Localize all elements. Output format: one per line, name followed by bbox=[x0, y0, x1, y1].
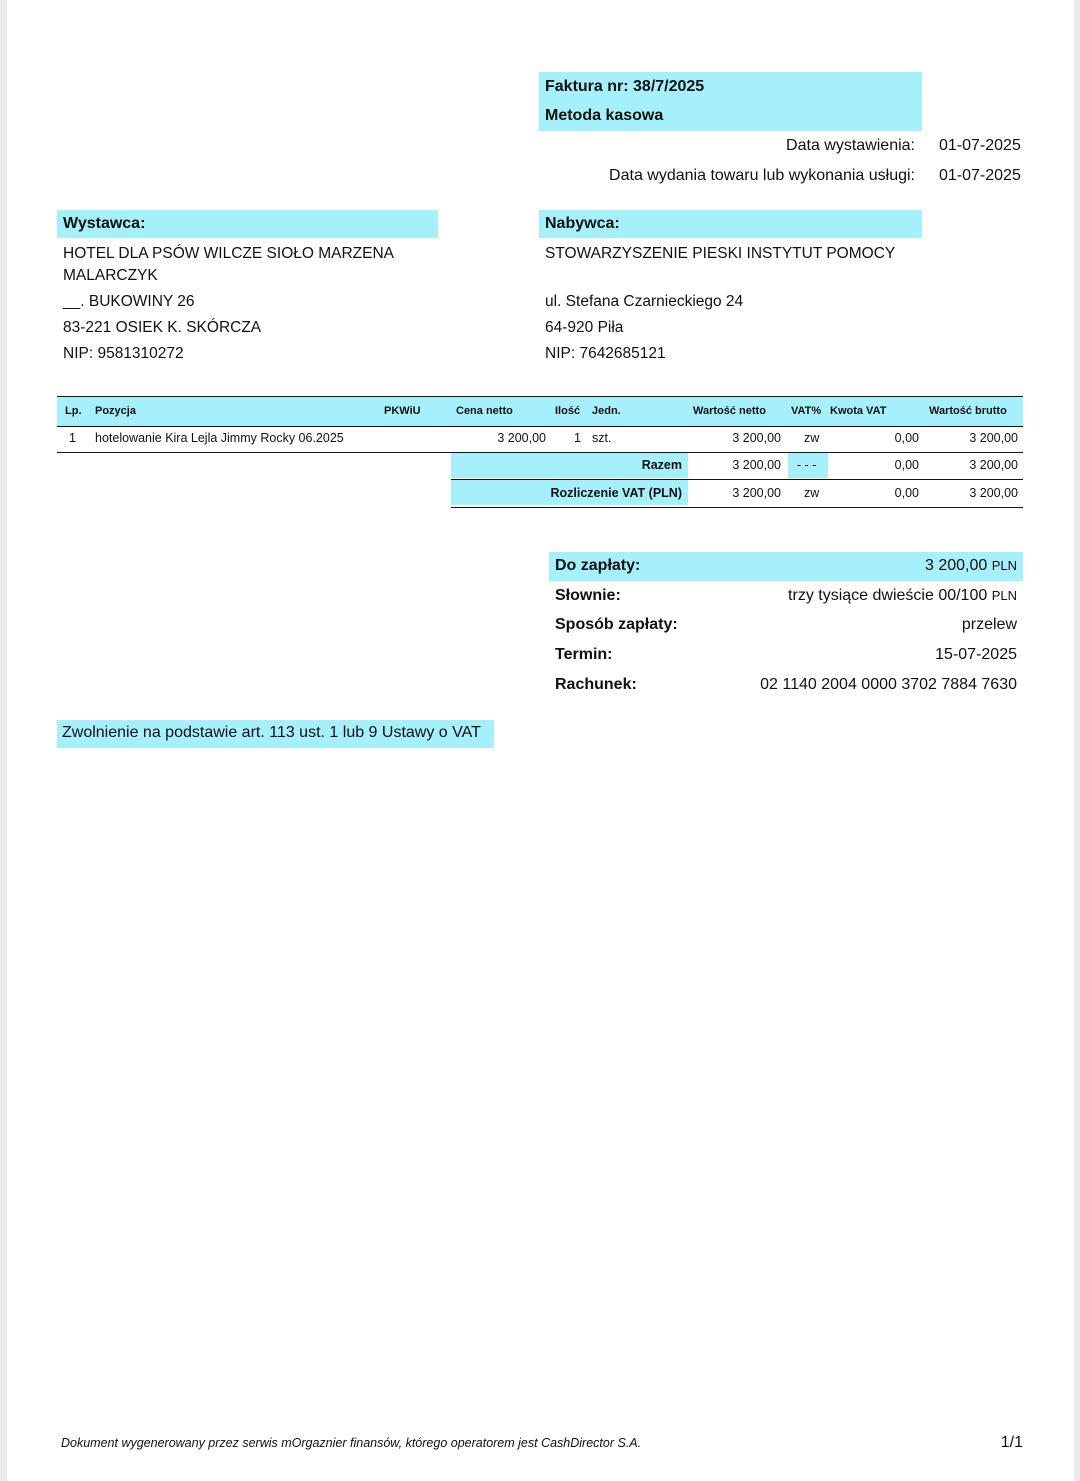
buyer-nip: NIP: 7642685121 bbox=[545, 345, 666, 362]
payment-method-label: Sposób zapłaty: bbox=[555, 616, 678, 633]
vat-settlement-label: Rozliczenie VAT (PLN) bbox=[550, 486, 682, 500]
col-vat-rate: VAT% bbox=[791, 405, 822, 417]
seller-heading: Wystawca: bbox=[63, 215, 146, 232]
total-net-value: 3 200,00 bbox=[732, 458, 781, 472]
col-item: Pozycja bbox=[95, 405, 136, 417]
invoice-number: Faktura nr: 38/7/2025 bbox=[545, 78, 705, 95]
buyer-street: ul. Stefana Czarnieckiego 24 bbox=[545, 293, 744, 310]
col-lp: Lp. bbox=[65, 405, 82, 417]
to-pay-value: 3 200,00 bbox=[924, 557, 988, 574]
account-label: Rachunek: bbox=[555, 676, 637, 693]
seller-name-line1: HOTEL DLA PSÓW WILCZE SIOŁO MARZENA bbox=[63, 245, 395, 262]
page-number: 1/1 bbox=[1000, 1434, 1023, 1451]
to-pay-currency: PLN bbox=[991, 558, 1017, 573]
words-amount-wrap bbox=[788, 587, 1017, 605]
row-net-value: 3 200,00 bbox=[732, 431, 781, 445]
seller-nip: NIP: 9581310272 bbox=[63, 345, 184, 362]
to-pay-row bbox=[549, 552, 1023, 581]
page-edge-left bbox=[0, 0, 7, 1481]
footer-generated-by: Dokument wygenerowany przez serwis mOrgaznier finansów, którego operatorem jest CashDirector S.A. bbox=[61, 1436, 642, 1450]
vat-settlement-divider bbox=[451, 507, 1023, 508]
page-edge-right bbox=[1074, 0, 1080, 1481]
col-unit: Jedn. bbox=[592, 405, 621, 417]
due-date-row bbox=[549, 641, 1023, 670]
buyer-heading: Nabywca: bbox=[545, 215, 620, 232]
row-qty: 1 bbox=[574, 431, 581, 445]
seller-name-line2: MALARCZYK bbox=[63, 267, 158, 284]
row-vat-rate: zw bbox=[804, 431, 820, 445]
row-net-price: 3 200,00 bbox=[497, 431, 546, 445]
col-net-value: Wartość netto bbox=[693, 405, 766, 417]
total-label: Razem bbox=[641, 458, 682, 472]
vat-exemption-text: Zwolnienie na podstawie art. 113 ust. 1 lub 9 Ustawy o VAT bbox=[62, 724, 481, 741]
items-table-header bbox=[57, 396, 1023, 427]
payment-method-row bbox=[549, 611, 1023, 640]
account-row bbox=[549, 671, 1023, 700]
due-date-value: 15-07-2025 bbox=[935, 646, 1017, 663]
invoice-method: Metoda kasowa bbox=[545, 107, 664, 124]
delivery-date-label: Data wydania towaru lub wykonania usługi: bbox=[609, 167, 915, 184]
col-vat-amount: Kwota VAT bbox=[830, 405, 887, 417]
due-date-label: Termin: bbox=[555, 646, 613, 663]
col-pkwiu: PKWiU bbox=[384, 405, 421, 417]
account-value: 02 1140 2004 0000 3702 7884 7630 bbox=[760, 676, 1017, 693]
seller-city: 83-221 OSIEK K. SKÓRCZA bbox=[63, 319, 262, 336]
col-gross-value: Wartość brutto bbox=[929, 405, 1007, 417]
buyer-heading-bar bbox=[539, 210, 922, 238]
vat-settlement-gross-value: 3 200,00 bbox=[969, 486, 1018, 500]
delivery-date-value: 01-07-2025 bbox=[939, 167, 1021, 184]
seller-street: __. BUKOWINY 26 bbox=[63, 293, 195, 310]
to-pay-amount-wrap bbox=[925, 557, 1017, 575]
vat-settlement-vat-amount: 0,00 bbox=[894, 486, 919, 500]
issue-date-value: 01-07-2025 bbox=[939, 137, 1021, 154]
buyer-name: STOWARZYSZENIE PIESKI INSTYTUT POMOCY bbox=[545, 245, 896, 262]
row-item: hotelowanie Kira Lejla Jimmy Rocky 06.2025 bbox=[95, 431, 344, 445]
buyer-city: 64-920 Piła bbox=[545, 319, 624, 336]
words-row bbox=[549, 582, 1023, 611]
row-unit: szt. bbox=[592, 431, 612, 445]
row-lp: 1 bbox=[69, 431, 76, 445]
to-pay-label: Do zapłaty: bbox=[555, 557, 641, 574]
total-vat-rate: - - - bbox=[797, 458, 817, 472]
payment-method-value: przelew bbox=[961, 616, 1017, 633]
total-gross-value: 3 200,00 bbox=[969, 458, 1018, 472]
col-qty: Ilość bbox=[555, 405, 581, 417]
row-vat-amount: 0,00 bbox=[894, 431, 919, 445]
vat-settlement-net-value: 3 200,00 bbox=[732, 486, 781, 500]
vat-settlement-vat-rate: zw bbox=[804, 486, 820, 500]
words-currency: PLN bbox=[991, 588, 1017, 603]
seller-heading-bar bbox=[57, 210, 438, 238]
row-gross-value: 3 200,00 bbox=[969, 431, 1018, 445]
words-value: trzy tysiące dwieście 00/100 bbox=[788, 587, 988, 604]
col-net-price: Cena netto bbox=[456, 405, 513, 417]
invoice-header-box bbox=[539, 72, 922, 131]
words-label: Słownie: bbox=[555, 587, 621, 604]
issue-date-label: Data wystawienia: bbox=[786, 137, 915, 154]
total-vat-amount: 0,00 bbox=[894, 458, 919, 472]
vat-exemption-note bbox=[57, 720, 494, 748]
